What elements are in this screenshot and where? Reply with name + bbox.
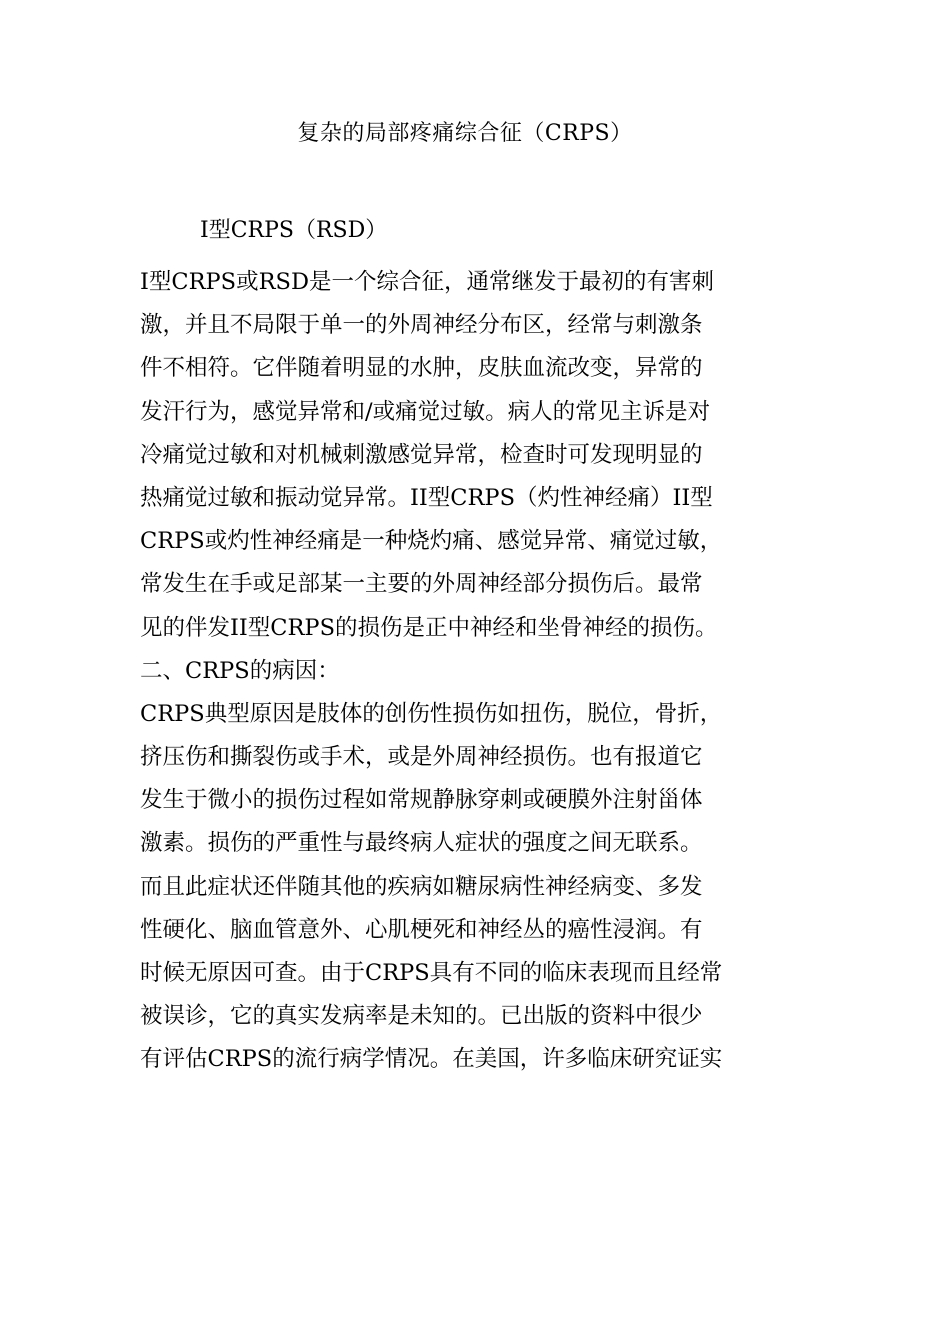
text-line: 而且此症状还伴随其他的疾病如糖尿病性神经病变、多发 <box>140 873 703 900</box>
document-title: 复杂的局部疼痛综合征（CRPS） <box>297 121 633 146</box>
text-line: 挤压伤和撕裂伤或手术，或是外周神经损伤。也有报道它 <box>140 744 703 771</box>
text-line: 热痛觉过敏和振动觉异常。II型CRPS（灼性神经痛）II型 <box>140 484 713 511</box>
text-line: CRPS典型原因是肢体的创伤性损伤如扭伤，脱位，骨折， <box>140 700 723 727</box>
text-line: I型CRPS或RSD是一个综合征，通常继发于最初的有害刺 <box>140 269 714 295</box>
body-paragraph <box>140 261 820 1082</box>
text-line: 时候无原因可查。由于CRPS具有不同的临床表现而且经常 <box>140 960 723 986</box>
text-line: 激，并且不局限于单一的外周神经分布区，经常与刺激条 <box>140 312 703 339</box>
text-line: CRPS或灼性神经痛是一种烧灼痛、感觉异常、痛觉过敏， <box>140 528 723 555</box>
text-line: 冷痛觉过敏和对机械刺激感觉异常，检查时可发现明显的 <box>140 441 703 468</box>
text-line: 有评估CRPS的流行病学情况。在美国，许多临床研究证实 <box>140 1046 723 1073</box>
text-line: 发汗行为，感觉异常和/或痛觉过敏。病人的常见主诉是对 <box>140 398 711 425</box>
text-line: 激素。损伤的严重性与最终病人症状的强度之间无联系。 <box>140 830 703 857</box>
text-line: 件不相符。它伴随着明显的水肿，皮肤血流改变，异常的 <box>140 355 703 382</box>
text-line: 性硬化、脑血管意外、心肌梗死和神经丛的癌性浸润。有 <box>140 916 703 943</box>
text-line: 见的伴发II型CRPS的损伤是正中神经和坐骨神经的损伤。 <box>140 614 718 641</box>
text-line: 被误诊，它的真实发病率是未知的。已出版的资料中很少 <box>140 1003 703 1030</box>
subsection-heading: 二、CRPS的病因： <box>140 657 340 684</box>
section-heading: I型CRPS（RSD） <box>200 218 388 243</box>
text-line: 常发生在手或足部某一主要的外周神经部分损伤后。最常 <box>140 571 703 598</box>
text-line: 发生于微小的损伤过程如常规静脉穿刺或硬膜外注射甾体 <box>140 787 703 814</box>
